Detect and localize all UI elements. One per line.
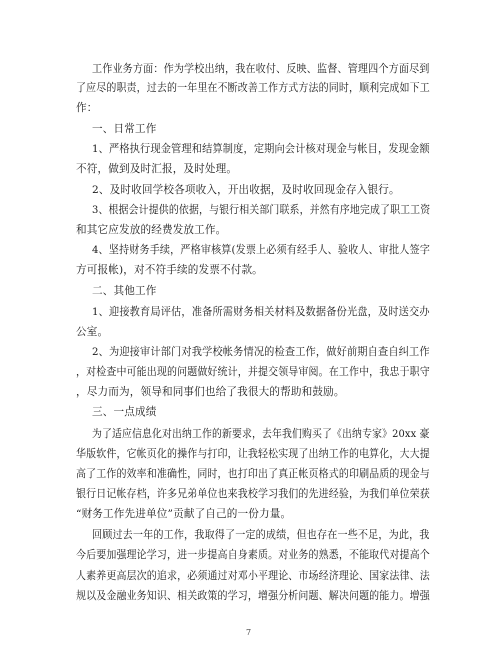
paragraph-line: 1、迎接教育局评估，准备所需财务相关材料及数据备份光盘，及时送交办 bbox=[92, 306, 430, 318]
paragraph-line: 2、及时收回学校各项收入，开出收据，及时收回现金存入银行。 bbox=[92, 184, 400, 196]
paragraph-line: 1、严格执行现金管理和结算制度，定期向会计核对现金与帐目，发现金额 bbox=[92, 143, 430, 155]
paragraph-line: 为了适应信息化对出纳工作的新要求，去年我们购买了《出纳专家》20xx 豪 bbox=[92, 428, 430, 440]
paragraph-line: 今后要加强理论学习，进一步提高自身素质。对业务的熟悉，不能取代对提高个 bbox=[76, 549, 430, 561]
paragraph-line: 华版软件，它帐页化的操作与打印，让我轻松实现了出纳工作的电算化，大大提 bbox=[76, 448, 430, 460]
paragraph-line: 了应尽的职责，过去的一年里在不断改善工作方式方法的同时，顺利完成如下工 bbox=[76, 82, 430, 94]
paragraph-line: 规以及金融业务知识、相关政策的学习，增强分析问题、解决问题的能力。增强 bbox=[76, 590, 430, 602]
paragraph-line: 不符，做到及时汇报，及时处理。 bbox=[76, 163, 238, 175]
paragraph-line: 和其它应发放的经费发放工作。 bbox=[76, 224, 227, 236]
paragraph-line: 工作业务方面：作为学校出纳，我在收付、反映、监督、管理四个方面尽到 bbox=[92, 63, 430, 75]
paragraph-line: 公室。 bbox=[76, 326, 109, 338]
paragraph-line: 4、坚持财务手续，严格审核算(发票上必须有经手人、验收人、审批人签字 bbox=[92, 244, 430, 256]
paragraph-line: 方可报帐)，对不符手续的发票不付款。 bbox=[76, 264, 263, 276]
paragraph-line: 银行日记帐存档，许多兄弟单位也来我校学习我们的先进经验，为我们单位荣获 bbox=[76, 488, 430, 500]
section-heading: 二、其他工作 bbox=[92, 285, 157, 297]
paragraph-line: 3、根据会计提供的依据，与银行相关部门联系，并然有序地完成了职工工资 bbox=[92, 204, 431, 216]
paragraph-line: ，对检查中可能出现的问题做好统计，并提交领导审阅。在工作中，我忠于职守 bbox=[76, 366, 430, 378]
paragraph-line: 回顾过去一年的工作，我取得了一定的成绩，但也存在一些不足，为此，我 bbox=[92, 529, 430, 541]
paragraph-line: “财务工作先进单位”贡献了自己的一份力量。 bbox=[76, 508, 292, 520]
paragraph-line: 高了工作的效率和准确性，同时，也打印出了真正帐页格式的印刷品质的现金与 bbox=[76, 468, 430, 480]
paragraph-line: 作： bbox=[76, 102, 98, 114]
section-heading: 一、日常工作 bbox=[92, 123, 157, 135]
paragraph-line: 2、为迎接审计部门对我学校帐务情况的检查工作，做好前期自查自纠工作 bbox=[92, 346, 430, 358]
paragraph-line: ，尽力而为，领导和同事们也给了我很大的帮助和鼓励。 bbox=[76, 386, 345, 398]
paragraph-line: 人素养更高层次的追求，必须通过对邓小平理论、市场经济理论、国家法律、法 bbox=[76, 570, 430, 582]
section-heading: 三、一点成绩 bbox=[92, 406, 157, 418]
page-number: 7 bbox=[246, 628, 252, 637]
